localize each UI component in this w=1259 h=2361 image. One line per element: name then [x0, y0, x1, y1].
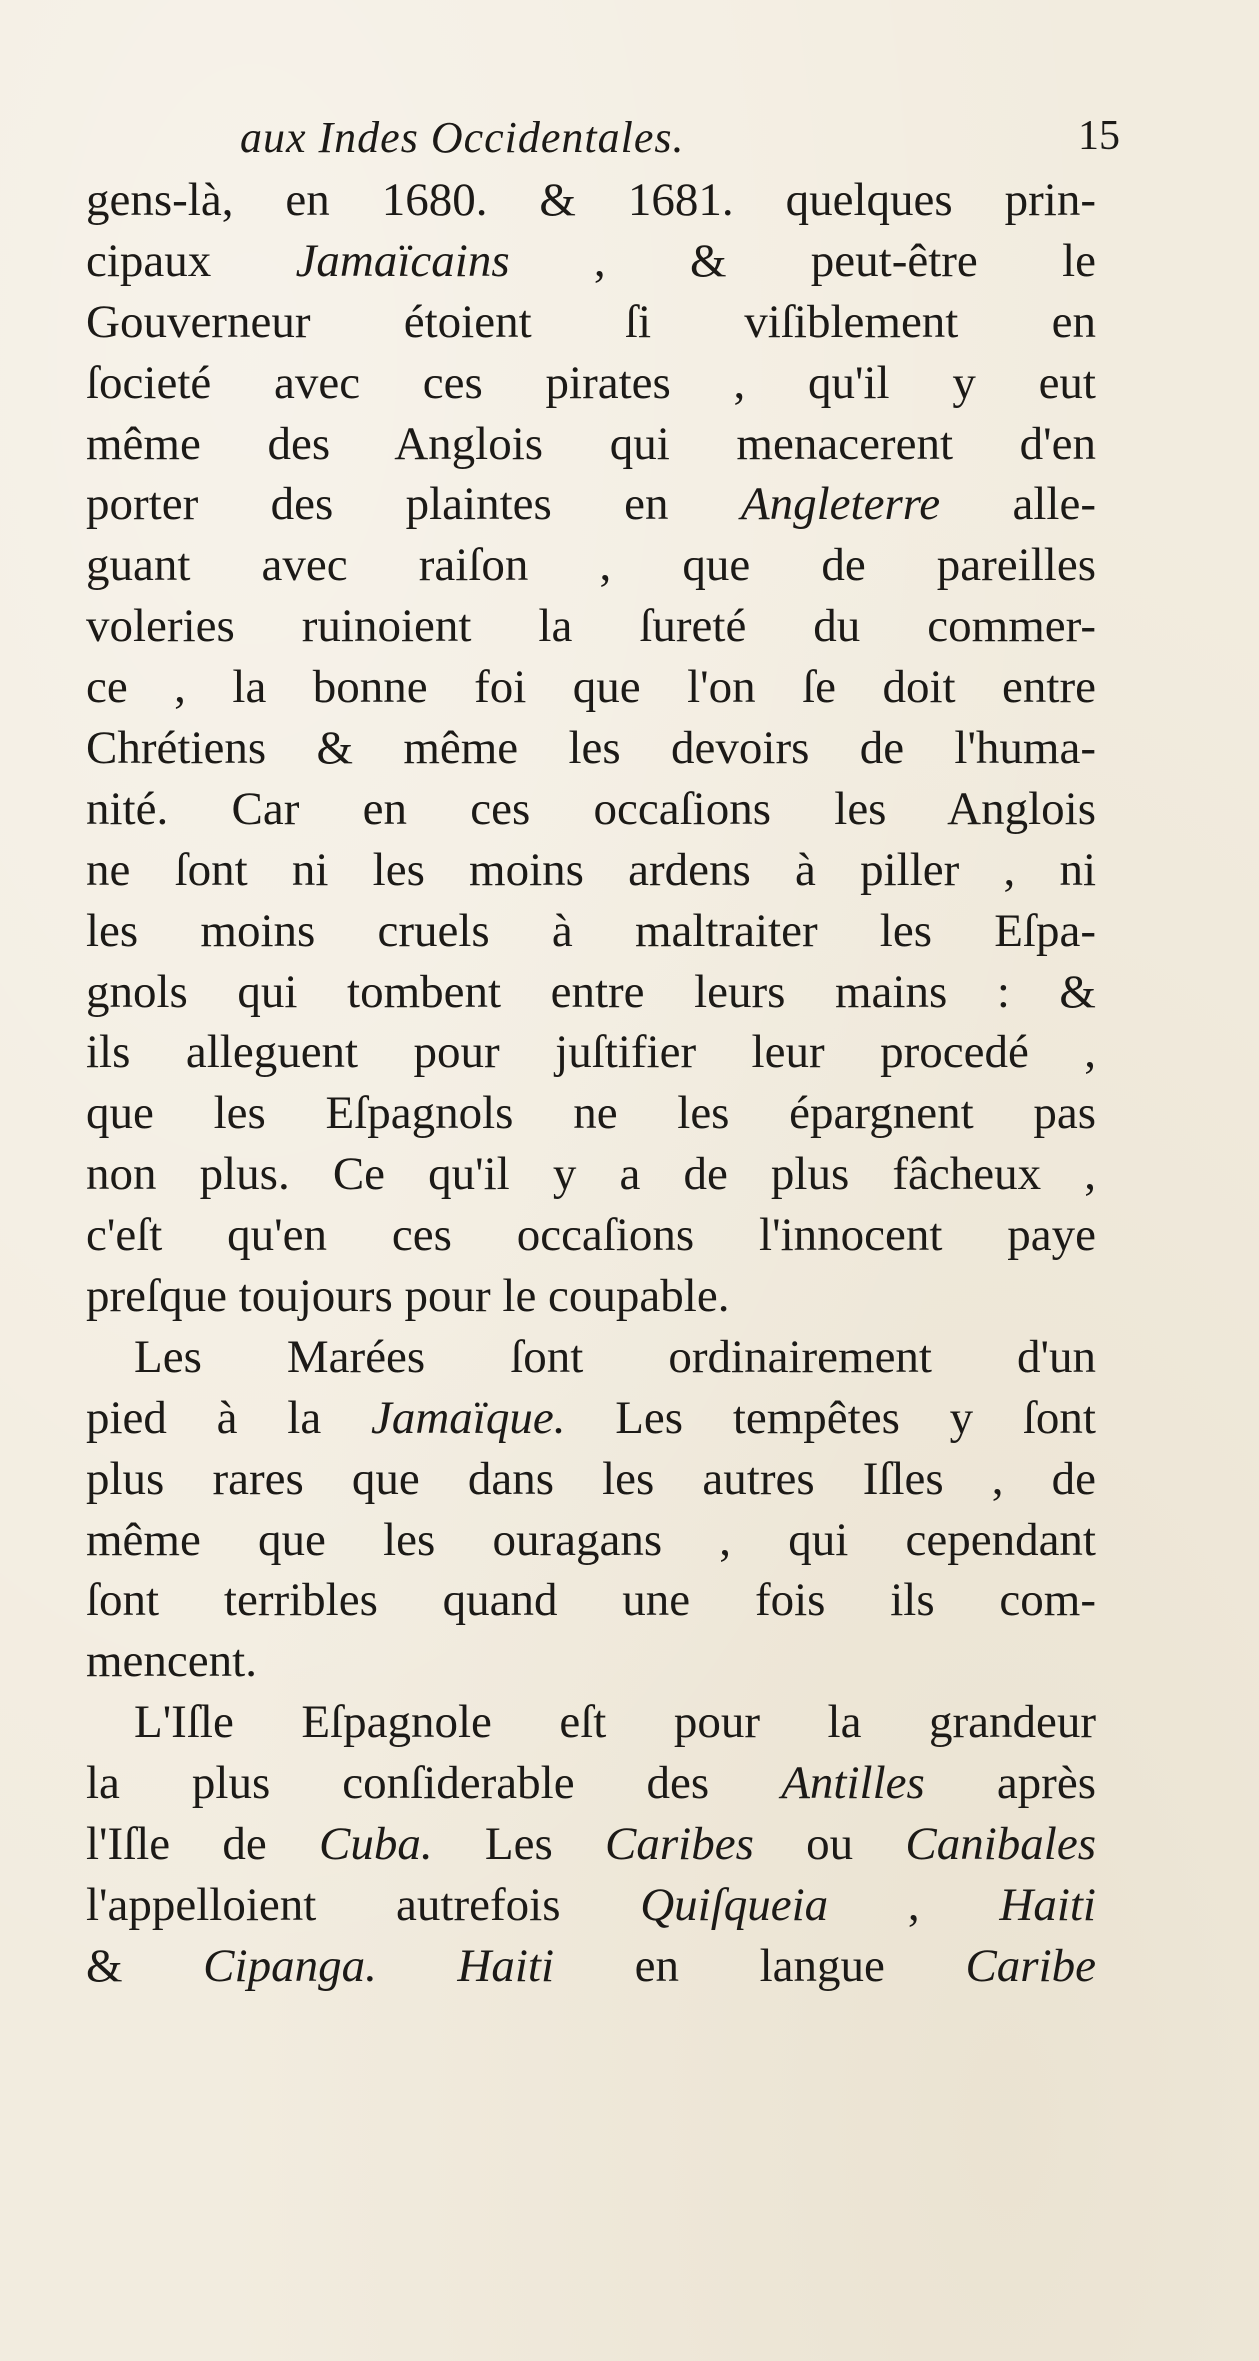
text-segment: Gouverneur étoient ſi viſiblement en: [86, 295, 1096, 348]
text-line: [86, 1205, 1096, 1266]
text-line: [86, 1692, 1096, 1753]
text-segment: Les: [432, 1818, 606, 1871]
text-segment: c'eſt qu'en ces occaſions l'innocent paye: [86, 1209, 1096, 1262]
text-segment: les moins cruels à maltraiter les Eſpa-: [86, 904, 1096, 957]
text-line: [86, 1753, 1096, 1814]
text-segment: ſocieté avec ces pirates , qu'il y eut: [86, 356, 1096, 409]
italic-text: Angleterre: [740, 478, 941, 531]
text-segment: ils alleguent pour juſtifier leur procedé ,: [86, 1026, 1096, 1079]
body-text: [86, 170, 1096, 1997]
text-line: [86, 353, 1096, 414]
text-line: [86, 1449, 1096, 1510]
text-segment: alle-: [940, 478, 1096, 531]
text-line: [86, 292, 1096, 353]
running-head: aux Indes Occidentales.: [240, 113, 685, 162]
text-segment: gens-là, en 1680. & 1681. quelques prin-: [86, 174, 1096, 226]
text-line: [86, 414, 1096, 475]
italic-text: Haiti: [999, 1878, 1096, 1931]
italic-text: Cuba.: [319, 1818, 433, 1871]
page-number: 15: [1078, 113, 1120, 159]
text-line: [86, 901, 1096, 962]
text-line: [86, 718, 1096, 779]
text-segment: la plus conſiderable des: [86, 1757, 782, 1810]
text-line: [86, 1570, 1096, 1631]
text-segment: , & peut-être le: [509, 234, 1096, 287]
text-segment: nité. Car en ces occaſions les Anglois: [86, 782, 1096, 835]
text-line: [86, 474, 1096, 535]
italic-text: Jamaïcains: [295, 234, 510, 287]
text-segment: Les Marées ſont ordinairement d'un: [134, 1330, 1096, 1383]
text-segment: après: [924, 1757, 1096, 1810]
text-line: [86, 657, 1096, 718]
text-line: [86, 1266, 1096, 1327]
text-line: [86, 1144, 1096, 1205]
text-line: [86, 840, 1096, 901]
text-segment: Les tempêtes y ſont: [565, 1391, 1096, 1444]
text-line: [86, 962, 1096, 1023]
text-segment: même que les ouragans , qui cependant: [86, 1513, 1096, 1566]
text-segment: non plus. Ce qu'il y a de plus fâcheux ,: [86, 1148, 1096, 1201]
text-line: [86, 596, 1096, 657]
italic-text: Haiti: [457, 1939, 555, 1992]
text-segment: gnols qui tombent entre leurs mains : &: [86, 965, 1096, 1018]
text-line: [86, 231, 1096, 292]
italic-text: Quiſqueia: [640, 1878, 829, 1931]
italic-text: Jamaïque.: [370, 1391, 566, 1444]
text-segment: l'appelloient autrefois: [86, 1878, 641, 1931]
text-segment: preſque toujours pour le coupable.: [86, 1270, 730, 1323]
text-line: [86, 1875, 1096, 1936]
text-segment: l'Iſle de: [86, 1818, 320, 1871]
text-line: [86, 1936, 1096, 1997]
text-segment: Chrétiens & même les devoirs de l'huma-: [86, 722, 1096, 775]
text-line: [86, 1388, 1096, 1449]
text-segment: [377, 1940, 458, 1992]
text-segment: &: [86, 1939, 204, 1992]
italic-text: Antilles: [781, 1757, 925, 1810]
italic-text: Caribes: [605, 1818, 754, 1871]
text-segment: ce , la bonne foi que l'on ſe doit entre: [86, 661, 1096, 714]
text-segment: même des Anglois qui menacerent d'en: [86, 417, 1096, 470]
text-line: [86, 779, 1096, 840]
text-segment: ne ſont ni les moins ardens à piller , ni: [86, 843, 1096, 896]
text-segment: voleries ruinoient la ſureté du commer-: [86, 600, 1096, 653]
text-line: [86, 1814, 1096, 1875]
text-segment: en langue: [554, 1939, 966, 1992]
page-header: [240, 112, 1120, 172]
text-line: [86, 170, 1096, 231]
text-segment: plus rares que dans les autres Iſles , de: [86, 1452, 1096, 1505]
text-segment: pied à la: [86, 1391, 371, 1444]
text-line: [86, 1083, 1096, 1144]
text-segment: mencent.: [86, 1635, 257, 1688]
text-segment: ſont terribles quand une fois ils com-: [86, 1574, 1096, 1627]
text-segment: que les Eſpagnols ne les épargnent pas: [86, 1087, 1096, 1140]
text-segment: ou: [753, 1818, 906, 1871]
text-line: [86, 1022, 1096, 1083]
italic-text: Canibales: [905, 1818, 1097, 1871]
text-segment: guant avec raiſon , que de pareilles: [86, 539, 1096, 592]
text-segment: porter des plaintes en: [86, 478, 741, 531]
text-segment: cipaux: [86, 234, 296, 287]
text-segment: L'Iſle Eſpagnole eſt pour la grandeur: [134, 1696, 1096, 1749]
italic-text: Caribe: [965, 1939, 1097, 1992]
text-line: [86, 1327, 1096, 1388]
text-line: [86, 1510, 1096, 1571]
text-line: [86, 535, 1096, 596]
text-segment: ,: [828, 1878, 1000, 1931]
italic-text: Cipanga.: [203, 1939, 377, 1992]
text-line: [86, 1631, 1096, 1692]
